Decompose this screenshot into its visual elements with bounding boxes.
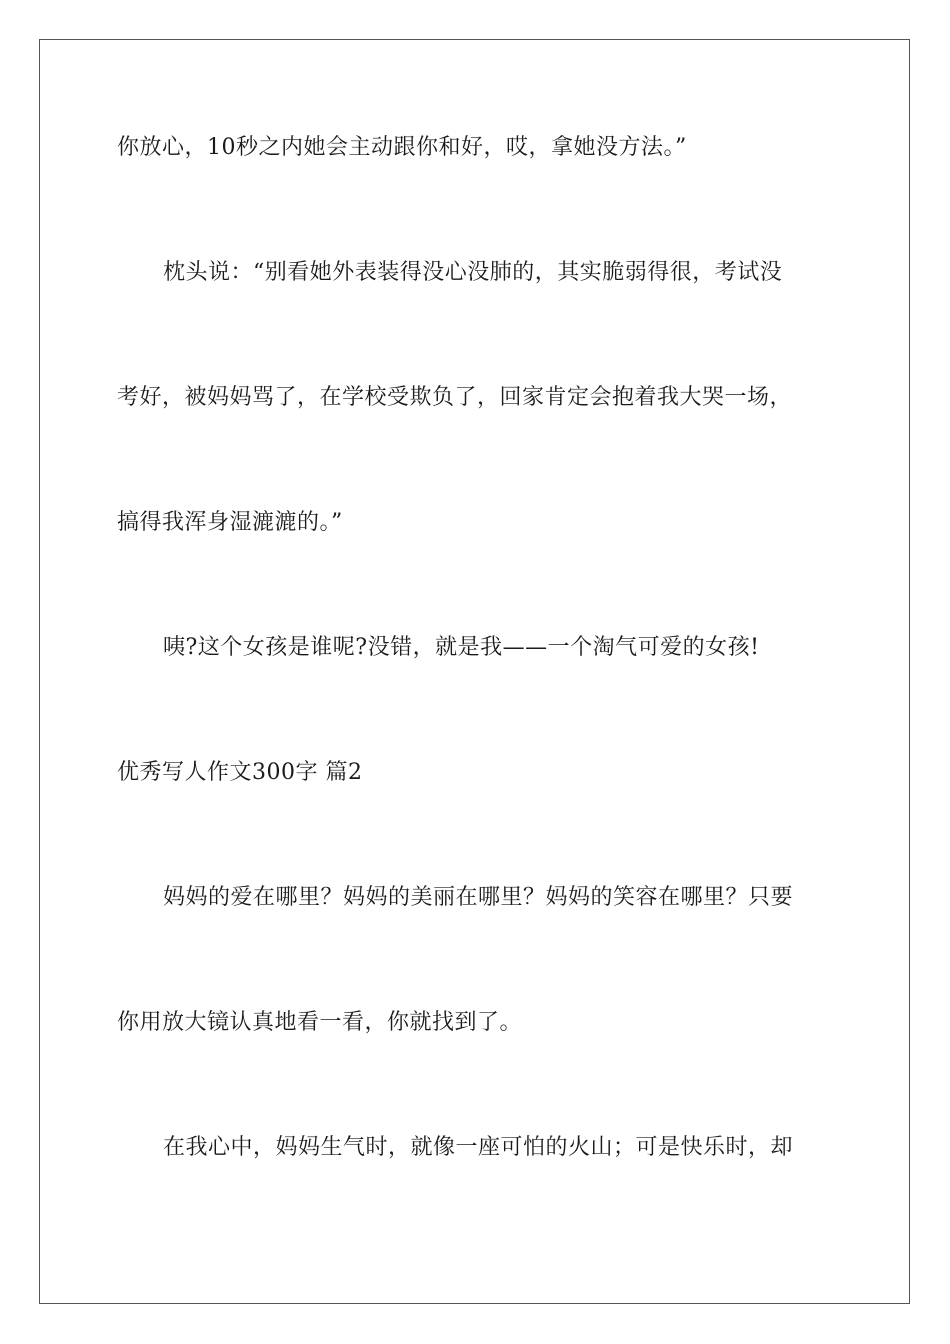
- text-line: 搞得我浑身湿漉漉的。”: [117, 510, 343, 535]
- text-line: 你用放大镜认真地看一看，你就找到了。: [117, 1010, 523, 1035]
- text-line: 你放心，10秒之内她会主动跟你和好，哎，拿她没方法。”: [117, 135, 687, 160]
- text-line: 枕头说：“别看她外表装得没心没肺的，其实脆弱得很，考试没: [163, 260, 783, 285]
- text-line: 考好，被妈妈骂了，在学校受欺负了，回家肯定会抱着我大哭一场，: [117, 385, 793, 410]
- page-frame: [39, 39, 910, 1304]
- text-line: 妈妈的爱在哪里？妈妈的美丽在哪里？妈妈的笑容在哪里？只要: [163, 885, 794, 910]
- text-line: 咦?这个女孩是谁呢?没错，就是我——一个淘气可爱的女孩!: [163, 635, 760, 660]
- text-line: 在我心中，妈妈生气时，就像一座可怕的火山；可是快乐时，却: [163, 1135, 794, 1160]
- section-heading: 优秀写人作文300字 篇2: [117, 760, 363, 785]
